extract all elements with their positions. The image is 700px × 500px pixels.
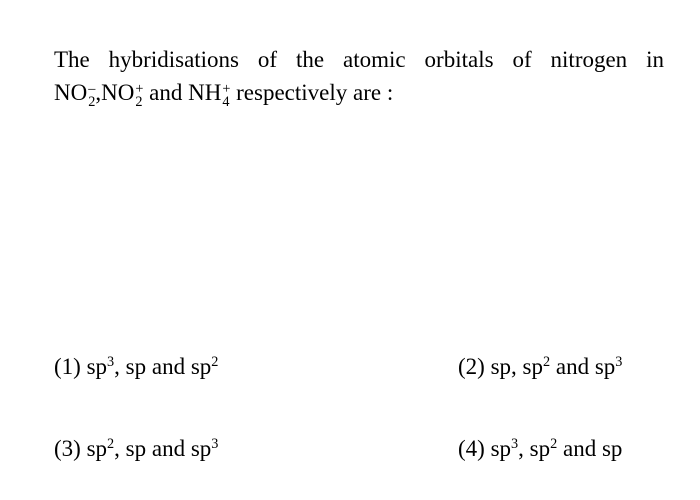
option-number: (4) (458, 436, 485, 461)
ion-subscript: 2 (135, 93, 143, 110)
ion-base: NO (101, 80, 135, 105)
option-superscript: 3 (107, 354, 115, 371)
ion-base: NO (54, 80, 88, 105)
ion-ammonium (188, 80, 231, 110)
ion-charge-and-count (135, 83, 143, 109)
option-number: (2) (458, 354, 485, 379)
ion-subscript: 2 (88, 93, 96, 110)
ion-charge: – (88, 81, 96, 98)
option-1[interactable] (54, 353, 218, 381)
ion-nitronium (101, 80, 144, 110)
question-tail: respectively are : (236, 80, 394, 105)
option-text-run: and sp (550, 354, 616, 379)
question-text (54, 43, 664, 109)
option-text-run: sp (86, 436, 108, 461)
option-number: (1) (54, 354, 81, 379)
option-4[interactable] (458, 435, 622, 463)
option-text-run: , sp and sp (114, 436, 212, 461)
option-text-run: sp (490, 436, 512, 461)
option-3[interactable] (54, 435, 218, 463)
option-superscript: 3 (211, 436, 219, 453)
ion-nitrite (54, 80, 96, 110)
option-text (491, 354, 623, 379)
option-text-run: sp, sp (490, 354, 543, 379)
option-superscript: 2 (107, 436, 115, 453)
option-text-run: sp (86, 354, 108, 379)
option-text (87, 436, 219, 461)
option-superscript: 3 (511, 436, 519, 453)
option-superscript: 2 (550, 436, 558, 453)
option-superscript: 2 (542, 354, 551, 371)
ion-charge-and-count (222, 83, 230, 109)
conjunction-and: and (149, 80, 183, 105)
option-2[interactable] (458, 353, 622, 381)
option-text-run: and sp (557, 436, 623, 461)
ion-charge: + (135, 81, 144, 98)
option-number: (3) (54, 436, 81, 461)
question-line-1: The hybridisations of the atomic orbitals of nitrogen in (54, 47, 664, 72)
option-text-run: , sp and sp (114, 354, 212, 379)
separator: , (95, 80, 102, 105)
ion-subscript: 4 (222, 93, 230, 110)
ion-charge: + (222, 81, 231, 98)
option-superscript: 2 (211, 354, 219, 371)
ion-base: NH (188, 80, 222, 105)
option-superscript: 3 (615, 354, 623, 371)
option-text (87, 354, 219, 379)
question-line-2 (54, 76, 664, 109)
option-text-run: , sp (518, 436, 551, 461)
option-text (491, 436, 623, 461)
